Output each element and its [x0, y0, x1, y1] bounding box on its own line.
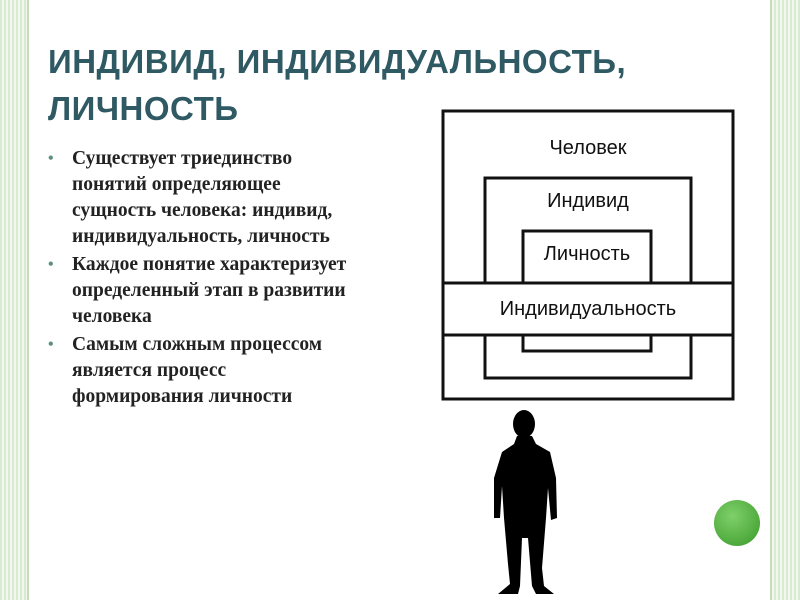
- slide-title: ИНДИВИД, ИНДИВИДУАЛЬНОСТЬ, ЛИЧНОСТЬ: [48, 43, 627, 127]
- bullet-text: Самым сложным процессом является процесс формирования личности: [72, 334, 323, 407]
- concept-diagram: [440, 108, 736, 404]
- bullet-text: Каждое понятие характеризует определенный этап в развитии человека: [72, 254, 347, 327]
- bullet-marker: •: [48, 256, 54, 273]
- person-silhouette-icon: [480, 408, 570, 600]
- bullet-text: Существует триединство понятий определяющее сущность человека: индивид, индивидуальность, личность: [72, 148, 333, 247]
- chelovek-label: Человек: [549, 137, 627, 159]
- lichnost-label: Личность: [543, 243, 631, 265]
- bullet-item: [48, 252, 388, 330]
- bullet-marker: •: [48, 150, 54, 167]
- individ-label: Индивид: [547, 190, 629, 212]
- bullet-list: [48, 146, 388, 436]
- right-decorative-frame: [770, 0, 800, 600]
- bullet-item: [48, 146, 388, 250]
- individualnost-label: Индивидуальность: [499, 298, 677, 320]
- left-decorative-frame: [0, 0, 29, 600]
- bullet-marker: •: [48, 336, 54, 353]
- bullet-item: [48, 332, 388, 410]
- green-circle-icon: [714, 500, 760, 546]
